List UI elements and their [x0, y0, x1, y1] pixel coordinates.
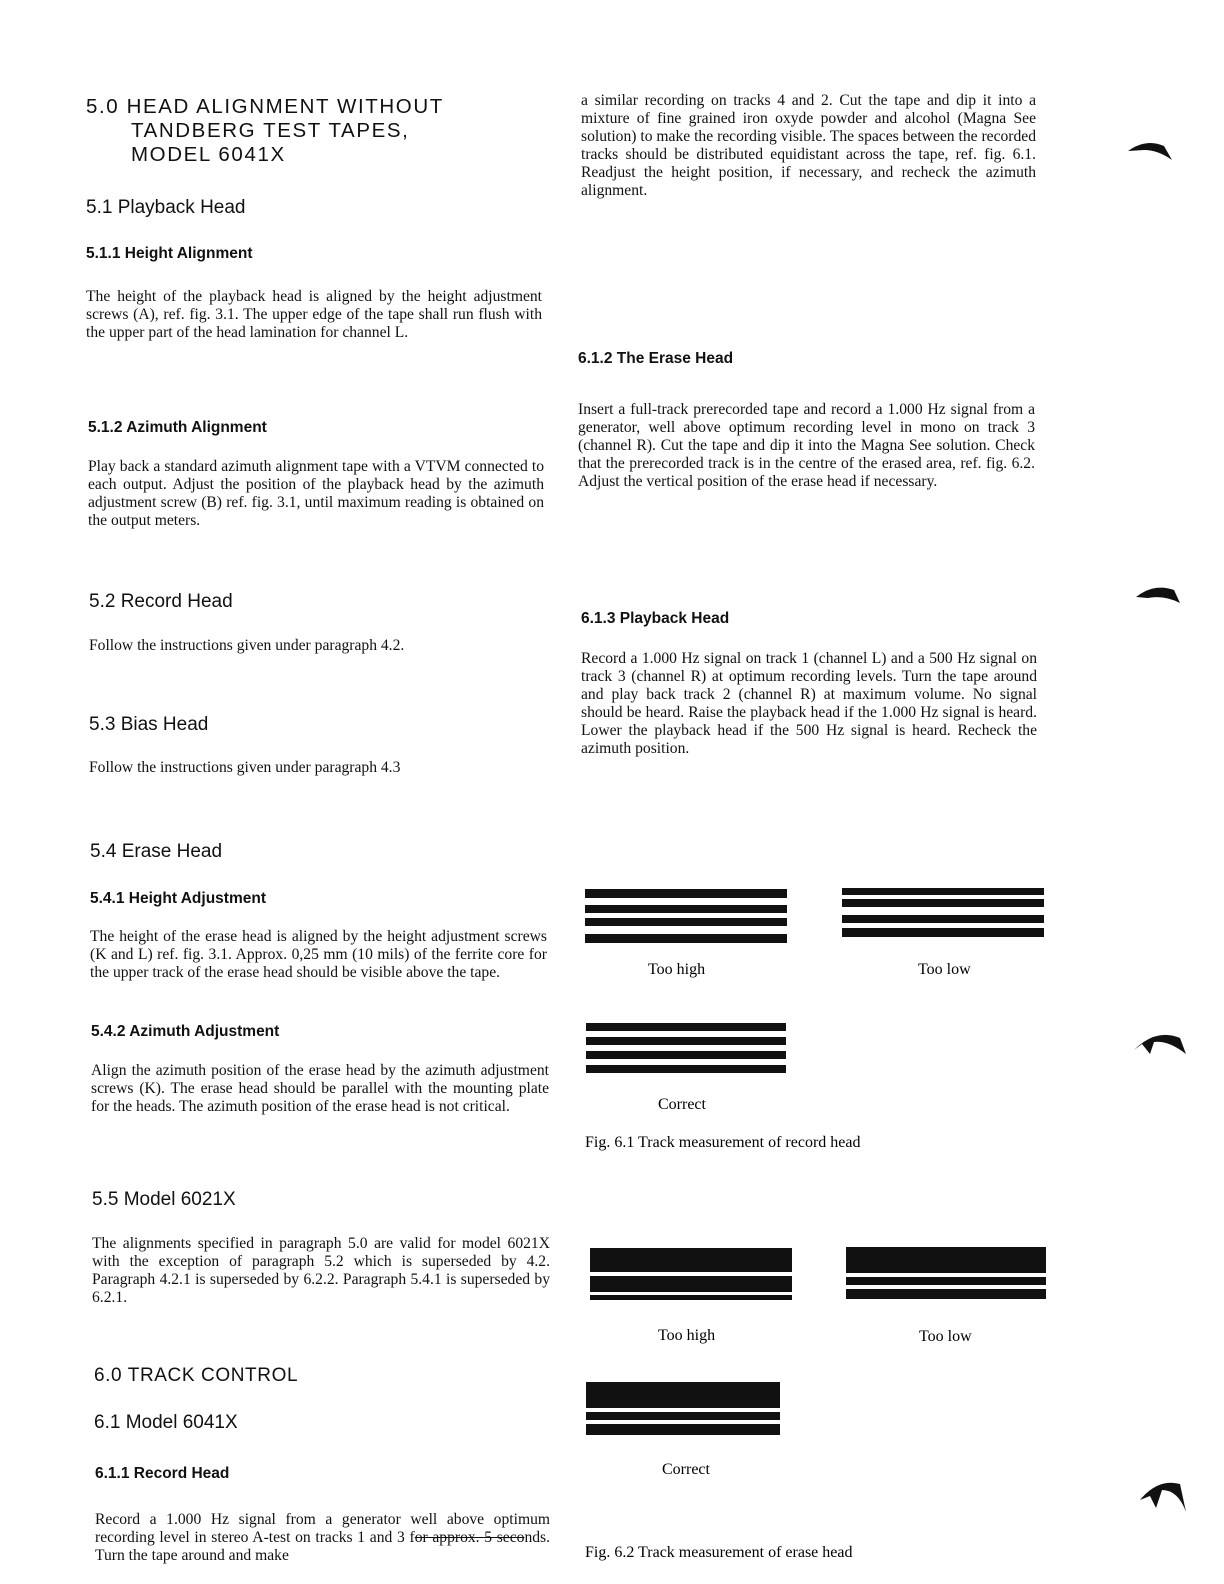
track-stripe: [585, 905, 787, 913]
track-stripe: [590, 1295, 792, 1300]
track-stripe: [586, 1023, 786, 1031]
binder-hole-mark: [1140, 1483, 1186, 1512]
section-5-4-2-paragraph: Align the azimuth position of the erase head by the azimuth adjustment screws (K). The erase head should be parallel with the mounting plate for the heads. The azimuth position of the erase head is not critical.: [91, 1062, 549, 1115]
section-5-4-2-heading: 5.4.2 Azimuth Adjustment: [91, 1023, 280, 1040]
track-stripe: [590, 1276, 792, 1292]
section-5-4-heading: 5.4 Erase Head: [90, 841, 223, 862]
track-stripe: [846, 1247, 1046, 1273]
section-6-1-1-text-start: Record a 1.000 Hz signal from a generator well above optimum recording level in stereo A-test on tracks 1 and 3 f: [95, 1511, 550, 1546]
fig-6-2-correct-pattern: [586, 1382, 780, 1435]
section-5-1-2-heading: 5.1.2 Azimuth Alignment: [88, 419, 267, 436]
section-6-1-2-paragraph: Insert a full-track prerecorded tape and record a 1.000 Hz signal from a generator, well above optimum recording level in mono on track 3 (channel R). Cut the tape and dip it into the Magna See solution. Check that the prerecorded track is in the centre of the erased area, ref. fig. 6.2. Adjust the vertical position of the erase head if necessary.: [578, 401, 1035, 490]
section-6-1-heading: 6.1 Model 6041X: [94, 1412, 238, 1433]
section-5-1-1-paragraph: The height of the playback head is aligned by the height adjustment screws (A), ref. fig. 3.1. The upper edge of the tape shall run flush with the upper part of the head lamination for channel L.: [86, 288, 542, 341]
binder-hole-mark: [1134, 1035, 1186, 1054]
section-5-2-heading: 5.2 Record Head: [89, 591, 233, 612]
track-stripe: [586, 1382, 780, 1408]
section-6-1-1-continuation: a similar recording on tracks 4 and 2. Cut the tape and dip it into a mixture of fine grained iron oxyde powder and alcohol (Magna See solution) to make the recording visible. The spaces between the recorded tracks should be distributed equidistant across the tape, ref. fig. 6.1. Readjust the height position, if necessary, and recheck the azimuth alignment.: [581, 92, 1036, 199]
fig-6-2-too-low-pattern: [846, 1247, 1046, 1299]
track-stripe: [585, 918, 787, 926]
section-5-0-heading-line2: TANDBERG TEST TAPES,: [131, 119, 410, 142]
fig-6-2-caption: Fig. 6.2 Track measurement of erase head: [585, 1544, 853, 1561]
section-5-5-paragraph: The alignments specified in paragraph 5.0 are valid for model 6021X with the exception of paragraph 5.2 which is superseded by 4.2. Paragraph 4.2.1 is superseded by 6.2.2. Paragraph 5.4.1 is superseded by 6.2.1.: [92, 1235, 550, 1306]
section-6-1-1-paragraph: [95, 1511, 550, 1565]
section-5-1-heading: 5.1 Playback Head: [86, 197, 246, 218]
fig-6-1-too-low-label: Too low: [918, 961, 971, 978]
section-6-0-heading: 6.0 TRACK CONTROL: [94, 1365, 299, 1386]
track-stripe: [842, 899, 1044, 907]
fig-6-1-too-high-label: Too high: [648, 961, 706, 978]
track-stripe: [586, 1037, 786, 1045]
section-6-1-1-heading: 6.1.1 Record Head: [95, 1465, 230, 1482]
fig-6-1-correct-pattern: [586, 1023, 786, 1073]
section-5-0-heading-line1: 5.0 HEAD ALIGNMENT WITHOUT: [86, 95, 444, 118]
track-stripe: [842, 928, 1044, 937]
section-5-3-heading: 5.3 Bias Head: [89, 714, 209, 735]
track-stripe: [585, 934, 787, 943]
fig-6-1-correct-label: Correct: [658, 1096, 706, 1113]
section-5-3-paragraph: Follow the instructions given under paragraph 4.3: [89, 759, 401, 776]
fig-6-1-too-low-pattern: [842, 888, 1044, 937]
track-stripe: [842, 888, 1044, 895]
track-stripe: [585, 889, 787, 898]
track-stripe: [586, 1051, 786, 1059]
track-stripe: [846, 1277, 1046, 1285]
section-6-1-3-paragraph: Record a 1.000 Hz signal on track 1 (channel L) and a 500 Hz signal on track 3 (channel R) at optimum recording levels. Turn the tape around and play back track 2 (channel R) at maximum volume. No signal should be heard. Raise the playback head if the 1.000 Hz signal is heard. Lower the playback head if the 500 Hz signal is heard. Recheck the azimuth position.: [581, 650, 1037, 757]
section-5-0-heading-line3: MODEL 6041X: [131, 143, 286, 166]
section-6-1-1-text-end: nds. Turn the tape around and make: [95, 1529, 551, 1564]
track-stripe: [586, 1065, 786, 1073]
track-stripe: [586, 1424, 780, 1435]
fig-6-1-too-high-pattern: [585, 889, 787, 943]
section-5-5-heading: 5.5 Model 6021X: [92, 1189, 236, 1210]
track-stripe: [590, 1248, 792, 1272]
section-5-2-paragraph: Follow the instructions given under paragraph 4.2.: [89, 637, 405, 654]
section-5-4-1-paragraph: The height of the erase head is aligned by the height adjustment screws (K and L) ref. fig. 3.1. Approx. 0,25 mm (10 mils) of the ferrite core for the upper track of the erase head should be visible above the tape.: [90, 928, 547, 981]
section-5-1-2-paragraph: Play back a standard azimuth alignment tape with a VTVM connected to each output. Adjust the position of the playback head by the azimuth adjustment screw (B) ref. fig. 3.1, until maximum reading is obtained on the output meters.: [88, 458, 544, 529]
fig-6-2-too-low-label: Too low: [919, 1328, 972, 1345]
section-6-1-2-heading: 6.1.2 The Erase Head: [578, 350, 734, 367]
fig-6-1-caption: Fig. 6.1 Track measurement of record head: [585, 1134, 861, 1151]
track-stripe: [586, 1412, 780, 1420]
section-5-1-1-heading: 5.1.1 Height Alignment: [86, 245, 253, 262]
track-stripe: [842, 915, 1044, 923]
binder-hole-mark: [1136, 588, 1180, 603]
binder-hole-marks: [1118, 0, 1198, 1584]
section-6-1-3-heading: 6.1.3 Playback Head: [581, 610, 730, 627]
section-5-4-1-heading: 5.4.1 Height Adjustment: [90, 890, 266, 907]
track-stripe: [846, 1289, 1046, 1299]
binder-hole-mark: [1128, 143, 1172, 160]
fig-6-2-correct-label: Correct: [662, 1461, 710, 1478]
fig-6-2-too-high-pattern: [590, 1248, 792, 1300]
fig-6-2-too-high-label: Too high: [658, 1327, 716, 1344]
section-6-1-1-struck-text: or approx. 5 seco: [414, 1529, 525, 1546]
section-5-0-heading: [86, 95, 556, 167]
